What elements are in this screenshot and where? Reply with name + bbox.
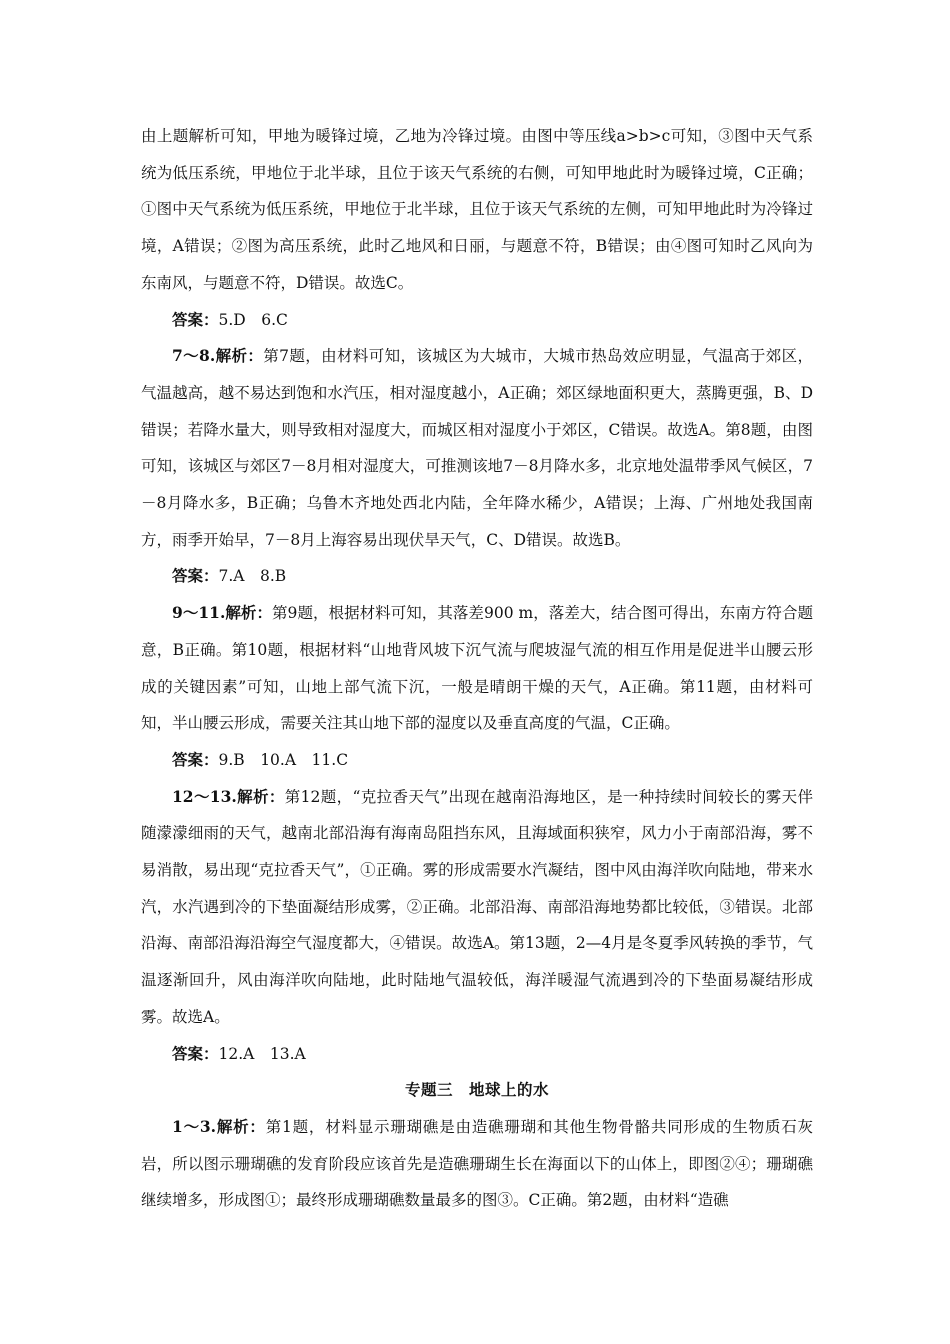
analysis-text: 第1题，材料显示珊瑚礁是由造礁珊瑚和其他生物骨骼共同形成的生物质石灰岩，所以图示珊瑚礁的发育阶段应该首先是造礁珊瑚生长在海面以下的山体上，即图②④；珊瑚礁继续增多，形成图①；最终形成珊瑚礁数量最多的图③。C正确。第2题，由材料“造礁 [141, 1117, 813, 1210]
analysis-lead: 12～13.解析： [172, 786, 285, 806]
answer-label: 答案： [172, 566, 219, 586]
analysis-1-3 [141, 1109, 813, 1219]
answer-label: 答案： [172, 749, 219, 769]
answer-label: 答案： [172, 309, 219, 329]
section-title: 专题三 地球上的水 [404, 1081, 549, 1100]
answer-line-12-13 [141, 1036, 813, 1073]
answer-values: 7.A 8.B [218, 567, 287, 586]
answer-line-9-11 [141, 742, 813, 779]
paragraph-text: 由上题解析可知，甲地为暖锋过境，乙地为冷锋过境。由图中等压线a>b>c可知，③图中天气系统为低压系统，甲地位于北半球，且位于该天气系统的右侧，可知甲地此时为暖锋过境，C正确；①图中天气系统为低压系统，甲地位于北半球，且位于该天气系统的左侧，可知甲地此时为冷锋过境，A错误；②图为高压系统，此时乙地风和日丽，与题意不符，B错误；由④图可知时乙风向为东南风，与题意不符，D错误。故选C。 [141, 127, 813, 292]
analysis-12-13 [141, 779, 813, 1036]
analysis-lead: 1～3.解析： [172, 1116, 266, 1136]
analysis-text: 第12题，“克拉香天气”出现在越南沿海地区，是一种持续时间较长的雾天伴随濛濛细雨的天气，越南北部沿海有海南岛阻挡东风，且海域面积狭窄，风力小于南部沿海，雾不易消散，易出现“克拉香天气”，①正确。雾的形成需要水汽凝结，图中风由海洋吹向陆地，带来水汽，水汽遇到冷的下垫面凝结形成雾，②正确。北部沿海、南部沿海地势都比较低，③错误。北部沿海、南部沿海沿海空气湿度都大，④错误。故选A。第13题，2—4月是冬夏季风转换的季节，气温逐渐回升，风由海洋吹向陆地，此时陆地气温较低，海洋暖湿气流遇到冷的下垫面易凝结形成雾。故选A。 [141, 787, 813, 1026]
answer-values: 9.B 10.A 11.C [218, 750, 349, 769]
analysis-lead: 7～8.解析： [172, 346, 264, 366]
analysis-text: 第9题，根据材料可知，其落差900 m，落差大，结合图可得出，东南方符合题意，B正确。第10题，根据材料“山地背风坡下沉气流与爬坡湿气流的相互作用是促进半山腰云形成的关键因素”可知，山地上部气流下沉，一般是晴朗干燥的天气，A正确。第11题，由材料可知，半山腰云形成，需要关注其山地下部的湿度以及垂直高度的气温，C正确。 [141, 604, 813, 733]
analysis-text: 第7题，由材料可知，该城区为大城市，大城市热岛效应明显，气温高于郊区，气温越高，越不易达到饱和水汽压，相对湿度越小，A正确；郊区绿地面积更大，蒸腾更强，B、D错误；若降水量大，则导致相对湿度大，而城区相对湿度小于郊区，C错误。故选A。第8题，由图可知，该城区与郊区7－8月相对湿度大，可推测该地7－8月降水多，北京地处温带季风气候区，7－8月降水多，B正确；乌鲁木齐地处西北内陆，全年降水稀少，A错误；上海、广州地处我国南方，雨季开始早，7－8月上海容易出现伏旱天气，C、D错误。故选B。 [141, 347, 813, 549]
analysis-lead: 9～11.解析： [172, 603, 273, 623]
answer-line-5-6 [141, 302, 813, 339]
answer-values: 12.A 13.A [218, 1044, 306, 1063]
answer-values: 5.D 6.C [218, 310, 288, 329]
analysis-7-8 [141, 338, 813, 558]
paragraph-weather-fronts [141, 118, 813, 302]
analysis-9-11 [141, 595, 813, 742]
document-page [141, 118, 813, 1219]
answer-label: 答案： [172, 1043, 219, 1063]
answer-line-7-8 [141, 558, 813, 595]
